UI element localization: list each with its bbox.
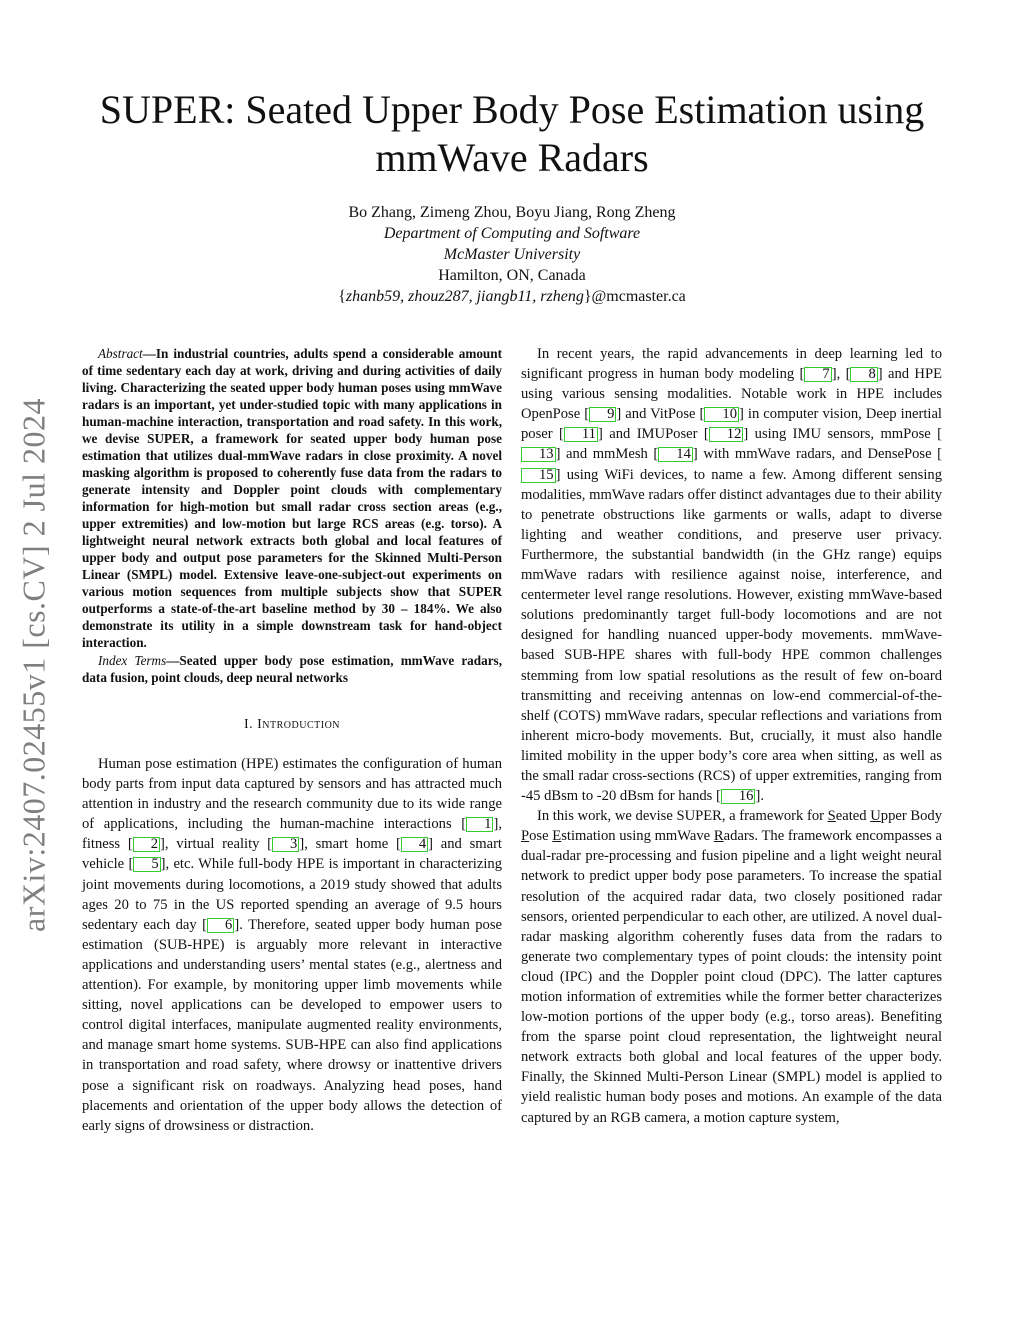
intro-paragraph-1: Human pose estimation (HPE) estimates the configuration of human body parts from input data captured by sensors and has attracted much attention in industry and the research community due to its wide range of applications, including the human-machine interactions [ 1 ], fitness [ 2 ], virtual reality [ 3 ], smart home [ 4 ] and smart vehicle [ 5 ], etc. While full-body HPE is important in characterizing joint movements during locomotions, a 2019 study showed that adults ages 20 to 75 in the US reported spending an average of 9.5 hours sedentary each day [ 6 ]. Therefore, seated upper body human pose estimation (SUB-HPE) is arguably more relevant in interactive applications and understanding users’ mental states (e.g., alertness and attention). For example, by monitoring upper limb movements while sitting, novel applications can be developed to empower users to control digital interfaces, manipulate augmented reality environments, and manage smart home systems. SUB-HPE can also find applications in transportation and road safety, where drowsy or inattentive drivers pose a significant risk on roadways. Analyzing head poses, hand placements and orientation of the upper body allows the detection of early signs of drowsiness or distraction. <box>82 756 503 1134</box>
text-span: pper Body <box>880 808 942 825</box>
citation-link[interactable]: 5 <box>133 857 160 872</box>
text-span: using WiFi devices, to name a few. Among different sensing modalities, mmWave radars offer distinct advantages due to their ability to penetrate obstructions like garments or walls, adapt to diverse lighting and weather conditions, and preserve user privacy. Furthermore, the substantial bandwidth (in the GHz range) equips mmWave radars with resilience against noise, interference, and centermeter level range resolutions. However, existing mmWave-based solutions predominantly target full-body locomotions and are not designed for handling nuanced upper-body movements. mmWave-based SUB-HPE shares with full-body HPE common challenges stemming from low spatial resolutions as the result of few on-board transmitting and receiving antennas on low-end commercial-of-the-shelf (COTS) mmWave radars, specular reflections and variations from inherent micro-body movements. But, crucially, it must also handle limited mobility in the upper body’s core area when sitting, as well as the small radar cross-sections (RCS) of upper extremities, ranging from -45 dBsm to -20 dBsm for hands <box>521 466 942 805</box>
section-title: Introduction <box>257 717 341 732</box>
index-terms-text: Seated upper body pose estimation, mmWave radars, data fusion, point clouds, deep neural networks <box>82 653 502 685</box>
text-span: and smart vehicle <box>82 836 502 873</box>
text-span: and HPE using various sensing modalities. Notable work in HPE includes OpenPose <box>521 366 942 423</box>
citation-link[interactable]: 10 <box>704 407 739 422</box>
text-span: eated <box>835 808 871 825</box>
text-span: , virtual reality <box>164 836 268 853</box>
title-line-2: mmWave Radars <box>375 135 649 180</box>
title-line-1: SUPER: Seated Upper Body Pose Estimation using <box>99 87 925 132</box>
text-span: , smart home <box>304 836 396 853</box>
text-span: . <box>760 788 764 805</box>
left-column <box>82 345 502 1136</box>
text-span: . Therefore, seated upper body human pose estimation (SUB-HPE) is arguably more relevant in interactive applications and understanding users’ mental states (e.g., alertness and attention). For example, by monitoring upper limb movements while sitting, novel applications can be developed to empower users to control digital interfaces, manipulate augmented reality environments, and manage smart home systems. SUB-HPE can also find applications in transportation and road safety, where drowsy or inattentive drivers pose a significant risk on roadways. Analyzing head poses, hand placements and orientation of the upper body allows the detection of early signs of drowsiness or distraction. <box>82 916 503 1134</box>
text-span: and VitPose <box>621 406 700 423</box>
text-span: in computer vision, Deep inertial poser <box>521 406 942 443</box>
section-number: I. <box>243 717 258 732</box>
citation-link[interactable]: 3 <box>272 837 299 852</box>
author-block <box>0 202 1024 307</box>
citation-link[interactable]: 14 <box>658 447 693 462</box>
author-location: Hamilton, ON, Canada <box>438 267 586 284</box>
abstract: Abstract—In industrial countries, adults spend a considerable amount of time sedentary each day at work, driving and during activities of daily living. Characterizing the seated upper body human poses using mmWave radars is an important, yet under-studied topic with many applications in human-machine interaction, transportation and road safety. In this work, we devise SUPER, a framework for seated upper body human pose estimation that utilizes dual-mmWave radars in close proximity. A novel masking algorithm is proposed to coherently fuse data from the radars to generate intensity and Doppler point clouds with complementary information for high-motion but small radar cross section areas (e.g., upper extremities) and low-motion but large RCS areas (e.g. torso). A lightweight neural network extracts both global and local features of upper body and output pose parameters for the Skinned Multi-Person Linear (SMPL) model. Extensive leave-one-subject-out experiments on various motion sequences from multiple subjects show that SUPER outperforms a state-of-the-art baseline method by 30 – 184%. We also demonstrate its utility in a simple downstream task for hand-object interaction. <box>82 346 502 650</box>
index-terms: Index Terms—Seated upper body pose estimation, mmWave radars, data fusion, point clouds, deep neural networks <box>82 653 502 685</box>
citation-link[interactable]: 8 <box>850 367 877 382</box>
text-span: In this work, we devise SUPER, a framework for <box>537 808 828 825</box>
citation-link[interactable]: 12 <box>709 427 744 442</box>
arxiv-identifier-stamp <box>4 370 64 960</box>
text-span: In recent years, the rapid advancements in deep learning led to significant progress in human body modeling <box>521 346 942 383</box>
text-span: adars. The framework encompasses a dual-radar pre-processing and fusion pipeline and a light weight neural network to predict upper body pose parameters. To increase the spatial resolution of the acquired radar data, two closely positioned radar sensors, oriented perpendicular to each other, are utilized. A novel dual-radar masking algorithm coherently fuses data from the radars to generate two complementary types of point clouds: the intensity point cloud (IPC) and the Doppler point cloud (DPC). The latter captures motion information of extremities while the former better characterizes low-motion portions of the upper body (e.g., torso areas). Benefiting from the sparse point cloud representation, the lightweight neural network extracts both global and local features of the upper body. Finally, the Skinned Multi-Person Linear (SMPL) model is applied to yield realistic human body poses and motions. An example of the data captured by an RGB camera, a motion capture system, <box>521 828 942 1126</box>
index-terms-lead: Index Terms <box>98 653 167 668</box>
section-heading-introduction <box>82 716 502 734</box>
abstract-lead: Abstract <box>98 346 143 361</box>
acronym-letter: P <box>521 828 530 845</box>
intro-paragraph-3 <box>521 806 942 1128</box>
acronym-letter: R <box>713 828 724 845</box>
text-span: using IMU sensors, mmPose <box>748 426 938 443</box>
citation-link[interactable]: 9 <box>589 407 616 422</box>
author-names: Bo Zhang, Zimeng Zhou, Boyu Jiang, Rong Zheng <box>348 204 676 221</box>
email-users: zhanb59, zhouz287, jiangb11, rzheng <box>345 288 584 305</box>
right-column <box>521 344 942 1128</box>
citation-link[interactable]: 6 <box>207 918 234 933</box>
author-emails: {zhanb59, zhouz287, jiangb11, rzheng}@mcmaster.ca <box>338 288 686 305</box>
intro-paragraph-2: In recent years, the rapid advancements in deep learning led to significant progress in human body modeling [ 7 ], [ 8 ] and HPE using various sensing modalities. Notable work in HPE includes OpenPose [ 9 ] and VitPose [ 10 ] in computer vision, Deep inertial poser [ 11 ] and IMUPoser [ 12 ] using IMU sensors, mmPose [13 ] and mmMesh [ 14 ] with mmWave radars, and DensePose [15 ] using WiFi devices, to name a few. Among different sensing modalities, mmWave radars offer distinct advantages due to their ability to penetrate obstructions like garments or walls, adapt to diverse lighting and weather conditions, and preserve user privacy. Furthermore, the substantial bandwidth (in the GHz range) equips mmWave radars with resilience against noise, interference, and centermeter level range resolutions. However, existing mmWave-based solutions predominantly target full-body locomotions and are not designed for handling nuanced upper-body movements. mmWave-based SUB-HPE shares with full-body HPE common challenges stemming from low spatial resolutions as the result of few on-board transmitting and receiving antennas on low-end commercial-of-the-shelf (COTS) mmWave radars, specular reflections and variations from inherent micro-body movements. But, crucially, it must also handle limited mobility in the upper body’s core area when sitting, as well as the small radar cross-sections (RCS) of upper extremities, ranging from -45 dBsm to -20 dBsm for hands [ 16 ]. <box>521 346 942 805</box>
citation-link[interactable]: 7 <box>804 367 831 382</box>
text-span: , <box>836 366 846 383</box>
text-span: ose <box>529 828 553 845</box>
abstract-text: In industrial countries, adults spend a considerable amount of time sedentary each day at work, driving and during activities of daily living. Characterizing the seated upper body human poses using mmWave radars is an important, yet under-studied topic with many applications in human-machine interaction, transportation and road safety. In this work, we devise SUPER, a framework for seated upper body human pose estimation that utilizes dual-mmWave radars in close proximity. A novel masking algorithm is proposed to coherently fuse data from the radars to generate intensity and Doppler point clouds with complementary information for high-motion but small radar cross section areas (e.g., upper extremities) and low-motion but large RCS areas (e.g. torso). A lightweight neural network extracts both global and local features of upper body and output pose parameters for the Skinned Multi-Person Linear (SMPL) model. Extensive leave-one-subject-out experiments on various motion sequences from multiple subjects show that SUPER outperforms a state-of-the-art baseline method by 30 – 184%. We also demonstrate its utility in a simple downstream task for hand-object interaction. <box>82 346 502 650</box>
paper-title <box>60 86 964 182</box>
citation-link[interactable]: 11 <box>564 427 598 442</box>
citation-link[interactable]: 2 <box>133 837 160 852</box>
text-span: with mmWave radars, and DensePose <box>697 446 938 463</box>
author-department: Department of Computing and Software <box>383 225 641 242</box>
citation-link[interactable]: 16 <box>721 789 756 804</box>
citation-link[interactable]: 13 <box>521 447 556 462</box>
acronym-letter: U <box>870 808 881 825</box>
author-university: McMaster University <box>443 246 581 263</box>
email-domain: @mcmaster.ca <box>591 288 686 305</box>
citation-link[interactable]: 1 <box>466 817 493 832</box>
text-span: , fitness <box>82 816 502 853</box>
arxiv-identifier-text: arXiv:2407.02455v1 [cs.CV] 2 Jul 2024 <box>15 397 52 933</box>
text-span: Human pose estimation (HPE) estimates the configuration of human body parts from input data captured by sensors and has attracted much attention in industry and the research community due to its wide range of applications, including the human-machine interactions <box>82 756 502 833</box>
acronym-letter: E <box>552 828 562 845</box>
text-span: stimation using mmWave <box>561 828 714 845</box>
text-span: , etc. While full-body HPE is important in characterizing joint movements during locomotions, a 2019 study showed that adults ages 20 to 75 in the US reported spending an average of 9.5 hours sedentary each day <box>82 856 502 933</box>
citation-link[interactable]: 4 <box>401 837 428 852</box>
citation-link[interactable]: 15 <box>521 468 556 483</box>
text-span: and mmMesh <box>560 446 654 463</box>
text-span: and IMUPoser <box>602 426 704 443</box>
acronym-letter: S <box>827 808 836 825</box>
